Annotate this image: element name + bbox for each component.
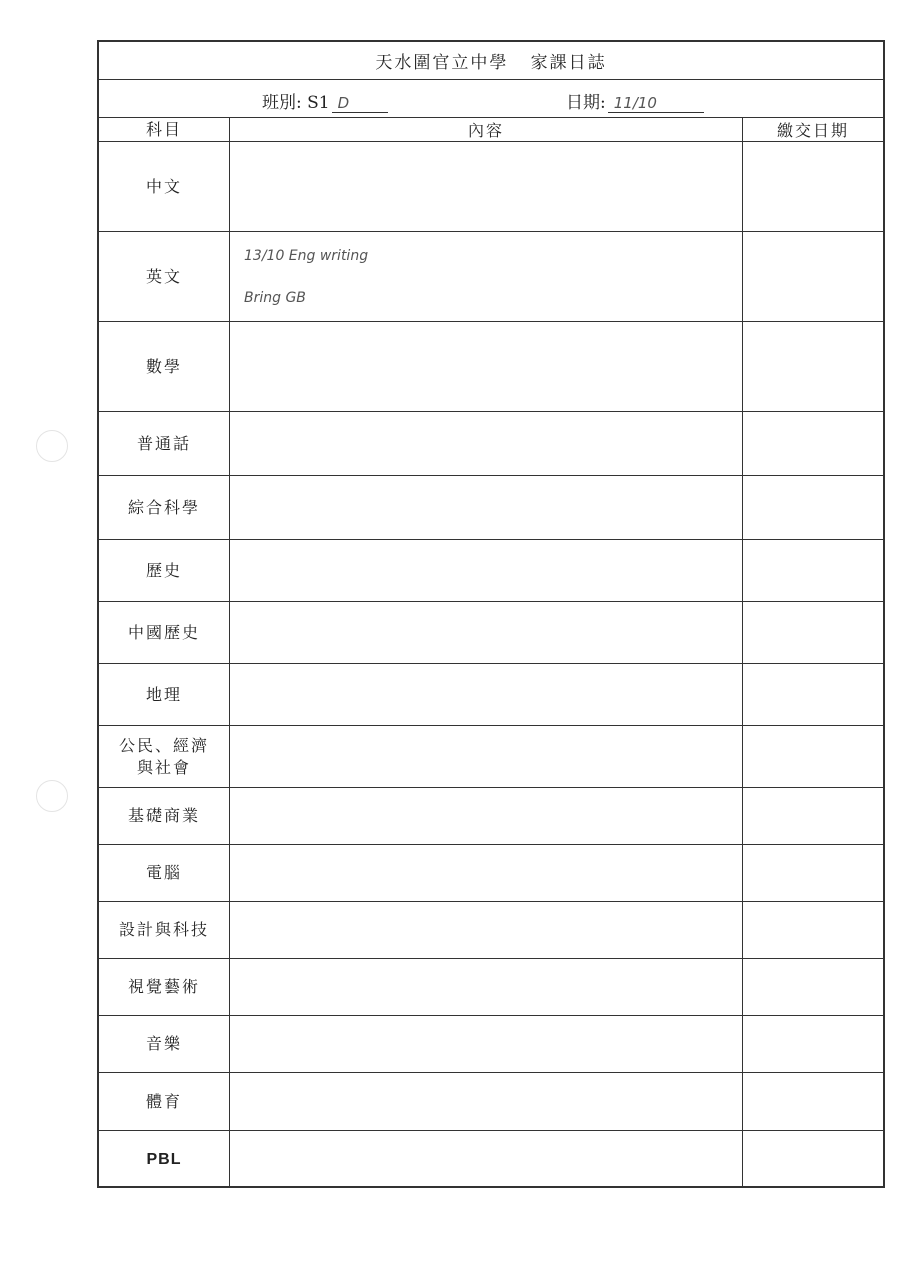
- content-cell: [230, 1131, 743, 1188]
- header-content: 內容: [230, 118, 743, 141]
- table-row: [99, 142, 883, 232]
- class-field: [262, 88, 388, 113]
- due-cell: [743, 1131, 883, 1188]
- content-cell: [230, 845, 743, 901]
- due-cell: [743, 412, 883, 475]
- due-cell: [743, 602, 883, 663]
- date-line: [608, 92, 704, 113]
- content-cell: [230, 1073, 743, 1130]
- page-title: 天水圍官立中學 家課日誌: [375, 53, 607, 73]
- due-cell: [743, 788, 883, 844]
- table-row: [99, 322, 883, 412]
- content-cell: [230, 412, 743, 475]
- table-row: [99, 902, 883, 959]
- table-header: [99, 118, 883, 142]
- subject-cell: 普通話: [99, 412, 230, 475]
- class-label: 班別: S1: [262, 93, 330, 113]
- subject-cell: 中文: [99, 142, 230, 231]
- punch-hole-bottom: [36, 780, 68, 812]
- due-cell: [743, 540, 883, 601]
- due-cell: [743, 1073, 883, 1130]
- due-cell: [743, 902, 883, 958]
- due-cell: [743, 845, 883, 901]
- due-cell: [743, 476, 883, 539]
- table-row: [99, 726, 883, 788]
- table-row: [99, 412, 883, 476]
- subject-cell: 設計與科技: [99, 902, 230, 958]
- content-cell: [230, 959, 743, 1015]
- punch-hole-top: [36, 430, 68, 462]
- content-cell: [230, 1016, 743, 1072]
- table-row: [99, 845, 883, 902]
- table-row: [99, 959, 883, 1016]
- content-cell: [230, 232, 743, 321]
- subject-cell: 基礎商業: [99, 788, 230, 844]
- content-cell: [230, 602, 743, 663]
- subject-cell: PBL: [99, 1131, 230, 1188]
- content-cell: [230, 476, 743, 539]
- table-row: [99, 1016, 883, 1073]
- subject-cell: 音樂: [99, 1016, 230, 1072]
- date-field: [566, 88, 704, 113]
- subject-cell: 公民、經濟 與社會: [99, 726, 230, 787]
- table-row: [99, 1131, 883, 1188]
- table-row: [99, 232, 883, 322]
- subject-cell: 電腦: [99, 845, 230, 901]
- class-line: [332, 92, 388, 113]
- content-cell: [230, 664, 743, 725]
- due-cell: [743, 322, 883, 411]
- due-cell: [743, 1016, 883, 1072]
- date-value: 11/10: [613, 94, 657, 112]
- meta-row: [99, 80, 883, 118]
- subject-cell: 數學: [99, 322, 230, 411]
- table-row: [99, 476, 883, 540]
- class-value: D: [337, 94, 350, 112]
- table-row: [99, 664, 883, 726]
- table-row: [99, 602, 883, 664]
- due-cell: [743, 232, 883, 321]
- due-cell: [743, 664, 883, 725]
- content-cell: [230, 902, 743, 958]
- table-row: [99, 788, 883, 845]
- content-cell: [230, 788, 743, 844]
- table-row: [99, 540, 883, 602]
- due-cell: [743, 959, 883, 1015]
- table-row: [99, 1073, 883, 1131]
- content-cell: [230, 322, 743, 411]
- subject-cell: 地理: [99, 664, 230, 725]
- due-cell: [743, 142, 883, 231]
- subject-cell: 歷史: [99, 540, 230, 601]
- content-cell: [230, 142, 743, 231]
- subject-cell: 英文: [99, 232, 230, 321]
- subject-cell: 中國歷史: [99, 602, 230, 663]
- homework-note: Bring GB: [244, 290, 306, 306]
- content-cell: [230, 540, 743, 601]
- subject-cell: 綜合科學: [99, 476, 230, 539]
- subject-cell: 視覺藝術: [99, 959, 230, 1015]
- date-label: 日期:: [566, 93, 606, 113]
- subject-cell: 體育: [99, 1073, 230, 1130]
- homework-note: 13/10 Eng writing: [244, 248, 369, 264]
- title-row: [99, 42, 883, 80]
- header-due: 繳交日期: [776, 121, 849, 140]
- header-subject: 科目: [99, 118, 230, 141]
- homework-diary-sheet: [97, 40, 885, 1188]
- content-cell: [230, 726, 743, 787]
- due-cell: [743, 726, 883, 787]
